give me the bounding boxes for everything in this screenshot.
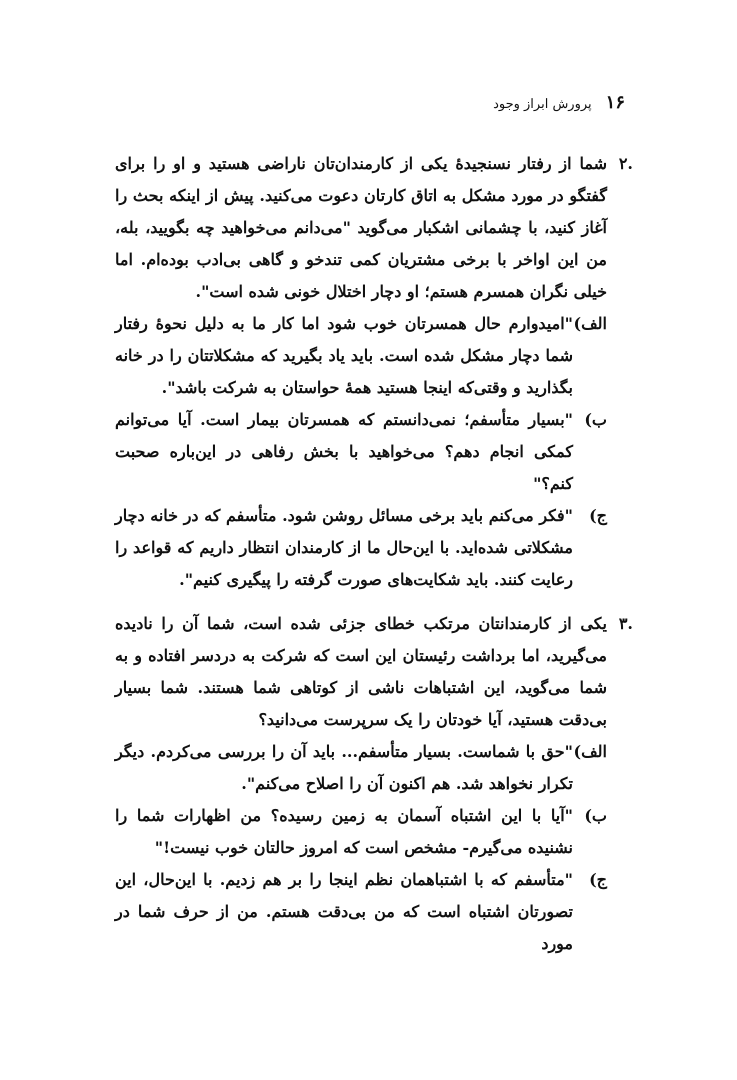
option-text: "امیدوارم حال همسرتان خوب شود اما کار ما به دلیل نحوهٔ رفتار شما دچار مشکل شده است. باید یاد بگیرید که مشکلاتتان را در خانه بگذارید و وقتی‌که اینجا هستید همهٔ حواستان به شرکت باشد". — [115, 314, 573, 397]
answer-option — [115, 500, 607, 596]
option-label: ب) — [584, 410, 607, 429]
answer-option — [115, 800, 607, 864]
answer-option — [115, 308, 607, 404]
option-text: "بسیار متأسفم؛ نمی‌دانستم که همسرتان بیمار است. آیا می‌توانم کمکی انجام دهم؟ می‌خواهید با بخش رفاهی در این‌باره صحبت کنم؟" — [115, 410, 573, 493]
answer-option — [115, 404, 607, 500]
page-content — [115, 148, 633, 960]
question-text: یکی از کارمندانتان مرتکب خطای جزئی شده است، شما آن را نادیده می‌گیرید، اما برداشت رئیستان این است که شرکت به دردسر افتاده و به شما می‌گوید، این اشتباهات ناشی از کوتاهی شما هستند. شما بسیار بی‌دقت هستید، آیا خودتان را یک سرپرست می‌دانید؟ — [115, 614, 607, 729]
question-body — [115, 608, 607, 960]
question-item — [115, 608, 633, 960]
option-label: ج) — [589, 506, 607, 525]
question-text: شما از رفتار نسنجیدهٔ یکی از کارمندان‌تان ناراضی هستید و او را برای گفتگو در مورد مشکل به اتاق کارتان دعوت می‌کنید. پیش از اینکه بحث را آغاز کنید، با چشمانی اشکبار می‌گوید "می‌دانم می‌خواهید چه بگویید، بله، من این اواخر با برخی مشتریان کمی تندخو و گاهی بی‌ادب بوده‌ام. اما خیلی نگران همسرم هستم؛ او دچار اختلال خونی شده است". — [115, 154, 608, 301]
option-label: الف) — [573, 314, 607, 333]
option-label: ج) — [589, 870, 607, 889]
page-number: ۱۶ — [605, 92, 625, 113]
answer-option — [115, 736, 607, 800]
option-text: "حق با شماست. بسیار متأسفم... باید آن را بررسی می‌کردم. دیگر تکرار نخواهد شد. هم اکنون آن را اصلاح می‌کنم". — [115, 742, 573, 793]
option-text: "آیا با این اشتباه آسمان به زمین رسیده؟ من اظهارات شما را نشنیده می‌گیرم- مشخص است که امروز حالتان خوب نیست!" — [115, 806, 573, 857]
option-label: ب) — [584, 806, 607, 825]
option-text: "متأسفم که با اشتباهمان نظم اینجا را بر هم زدیم. با این‌حال، این تصورتان اشتباه است که من بی‌دقت هستم. من از حرف شما در مورد — [115, 870, 573, 953]
question-number: .۳ — [618, 614, 633, 633]
question-item — [115, 148, 633, 596]
question-body — [115, 148, 607, 596]
question-number: .۲ — [618, 154, 633, 173]
page-header — [95, 92, 625, 116]
answer-option — [115, 864, 607, 960]
running-title: پرورش ابراز وجود — [493, 97, 592, 112]
option-text: "فکر می‌کنم باید برخی مسائل روشن شود. متأسفم که در خانه دچار مشکلاتی شده‌اید. با این‌حال ما از کارمندان انتظار داریم که قواعد را رعایت کنند. باید شکایت‌های صورت گرفته را پیگیری کنیم". — [115, 506, 573, 589]
option-label: الف) — [573, 742, 607, 761]
